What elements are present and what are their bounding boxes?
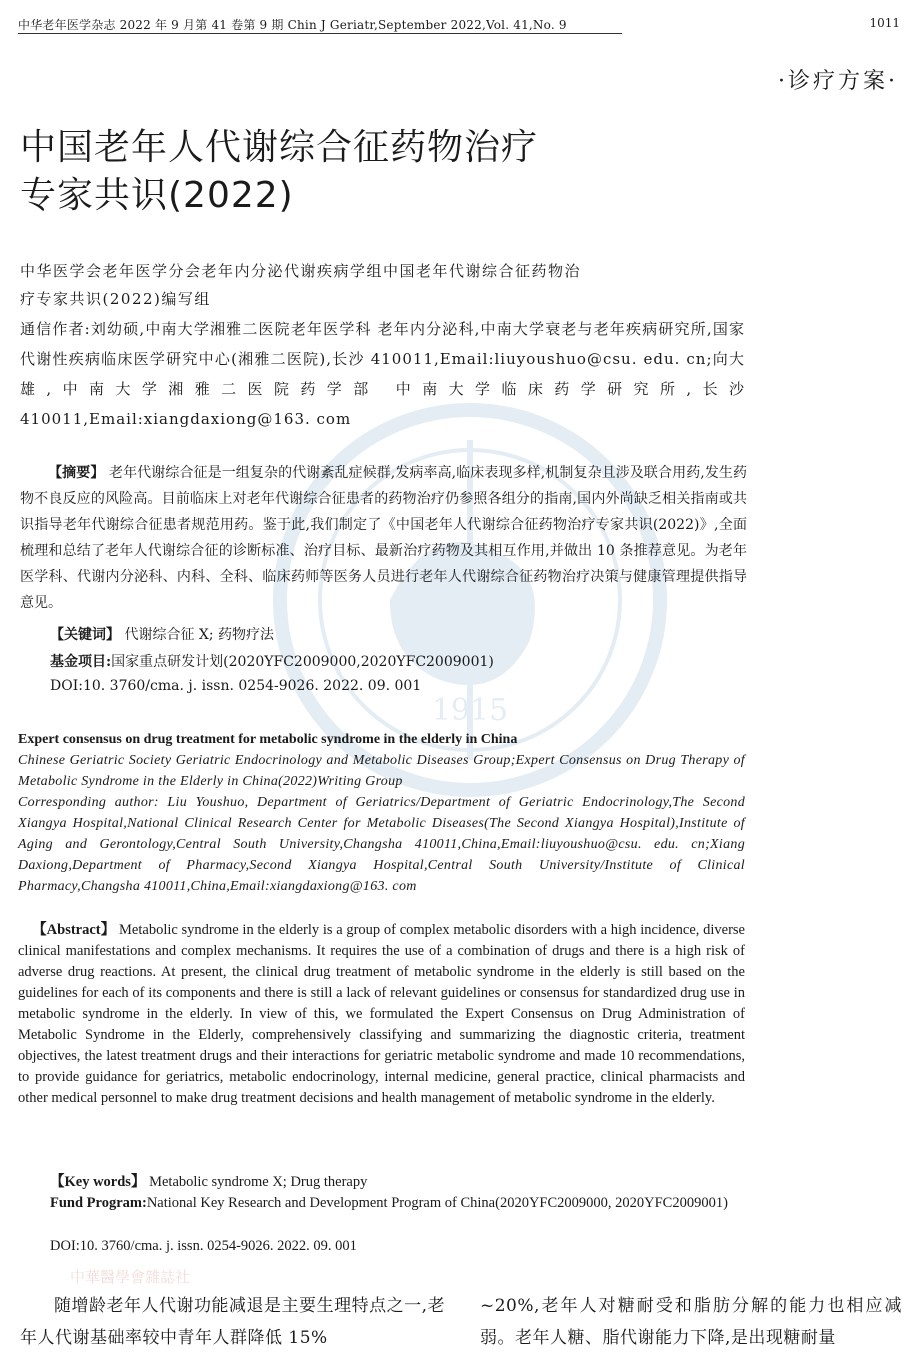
chinese-abstract	[20, 460, 747, 616]
watermark-year: 1915	[431, 693, 509, 728]
english-abstract-text: Metabolic syndrome in the elderly is a group of complex metabolic disorders with a high incidence, diverse clinical manifestations and complex mechanisms. It requires the use of a combination of drugs and there is a high risk of adverse drug reactions. At present, the clinical drug treatment of metabolic syndrome in the elderly is still based on the guidelines for each of its components and there is still a lack of relevant guidelines or consensus for standardized drug use in metabolic syndrome in the elderly. In view of this, we formulated the Expert Consensus on Drug Administration of Metabolic Syndrome in the Elderly, comprehensively classifying and summarizing the diagnostic criteria, treatment objectives, the latest treatment drugs and their interactions for geriatric metabolic syndrome and made 10 recommendations, to provide guidance for geriatrics, metabolic endocrinology, internal medicine, general practice, clinical pharmacists and other medical personnel to make drug treatment decisions and health management of metabolic syndrome in the elderly.	[18, 922, 745, 1106]
fund-text: 国家重点研发计划(2020YFC2009000,2020YFC2009001)	[111, 654, 494, 670]
article-title	[20, 124, 538, 220]
english-abstract	[18, 920, 745, 1109]
zh-doi: DOI:10. 3760/cma. j. issn. 0254-9026. 2022. 09. 001	[50, 678, 422, 694]
english-title: Expert consensus on drug treatment for metabolic syndrome in the elderly in China	[18, 732, 518, 747]
english-fund	[18, 1193, 745, 1214]
title-line-2: 专家共识(2022)	[20, 175, 294, 216]
author-line-1: 中华医学会老年医学分会老年内分泌代谢疾病学组中国老年代谢综合征药物治	[20, 262, 582, 280]
author-group	[20, 256, 745, 286]
author-group-line2: 疗专家共识(2022)编写组	[20, 290, 211, 308]
body-column-right: ~20%,老年人对糖耐受和脂肪分解的能力也相应减弱。老年人糖、脂代谢能力下降,是出现糖耐量	[480, 1296, 902, 1348]
keywords-text: 代谢综合征 X; 药物疗法	[124, 627, 275, 643]
english-abstract-label: 【Abstract】	[32, 922, 116, 938]
section-label: ·诊疗方案·	[778, 69, 898, 94]
body-column-left: 随增龄老年人代谢功能减退是主要生理特点之一,老年人代谢基础率较中青年人群降低 15%	[20, 1296, 445, 1348]
page-number: 1011	[869, 16, 900, 30]
keywords-label: 【关键词】	[50, 627, 120, 643]
english-keywords-label: 【Key words】	[50, 1174, 146, 1190]
fund-label: 基金项目:	[50, 654, 112, 670]
journal-header: 中华老年医学杂志 2022 年 9 月第 41 卷第 9 期 Chin J Geriatr,September 2022,Vol. 41,No. 9	[18, 18, 567, 32]
title-line-1: 中国老年人代谢综合征药物治疗	[20, 127, 539, 168]
english-keywords	[50, 1172, 777, 1193]
zh-keywords	[50, 624, 274, 644]
english-keywords-text: Metabolic syndrome X; Drug therapy	[149, 1174, 368, 1190]
abstract-text: 老年代谢综合征是一组复杂的代谢紊乱症候群,发病率高,临床表现多样,机制复杂且涉及联合用药,发生药物不良反应的风险高。目前临床上对老年代谢综合征患者的药物治疗仍参照各组分的指南,国内外尚缺乏相关指南或共识指导老年代谢综合征患者规范用药。鉴于此,我们制定了《中国老年人代谢综合征药物治疗专家共识(2022)》,全面梳理和总结了老年人代谢综合征的诊断标准、治疗目标、最新治疗药物及其相互作用,并做出 10 条推荐意见。为老年医学科、代谢内分泌科、内科、全科、临床药师等医务人员进行老年人代谢综合征药物治疗决策与健康管理提供指导意见。	[20, 465, 747, 611]
cma-publisher-logo: 中華醫學會雜誌社	[70, 1268, 191, 1286]
abstract-label: 【摘要】	[48, 465, 105, 481]
english-fund-label: Fund Program:	[50, 1195, 147, 1211]
zh-fund	[50, 651, 494, 671]
english-corresponding: Corresponding author: Liu Youshuo, Department of Geriatrics/Department of Geriatric Endocrinology,The Second Xiangya Hospital,National Clinical Research Center for Metabolic Diseases(The Second Xiangya Hospital),Institute of Aging and Gerontology,Central South University,Changsha 410011,China,Email:liuyoushuo@csu. edu. cn;Xiang Daxiong,Department of Pharmacy,Second Xiangya Hospital,Central South University/Institute of Clinical Pharmacy,Changsha 410011,China,Email:xiangdaxiong@163. com	[18, 795, 745, 894]
header-rule	[18, 33, 622, 34]
english-doi: DOI:10. 3760/cma. j. issn. 0254-9026. 2022. 09. 001	[50, 1238, 357, 1254]
english-fund-text: National Key Research and Development Program of China(2020YFC2009000, 2020YFC2009001)	[146, 1195, 728, 1211]
english-group: Chinese Geriatric Society Geriatric Endocrinology and Metabolic Diseases Group;Expert Consensus on Drug Therapy of Metabolic Syndrome in the Elderly in China(2022)Writing Group	[18, 753, 745, 789]
corresponding-authors: 通信作者:刘幼硕,中南大学湘雅二医院老年医学科 老年内分泌科,中南大学衰老与老年疾病研究所,国家代谢性疾病临床医学研究中心(湘雅二医院),长沙 410011,Email:liuyoushuo@csu. edu. cn;向大雄,中南大学湘雅二医院药学部 中南大学临床药学研究所,长沙 410011,Email:xiangdaxiong@163. com	[20, 320, 745, 428]
